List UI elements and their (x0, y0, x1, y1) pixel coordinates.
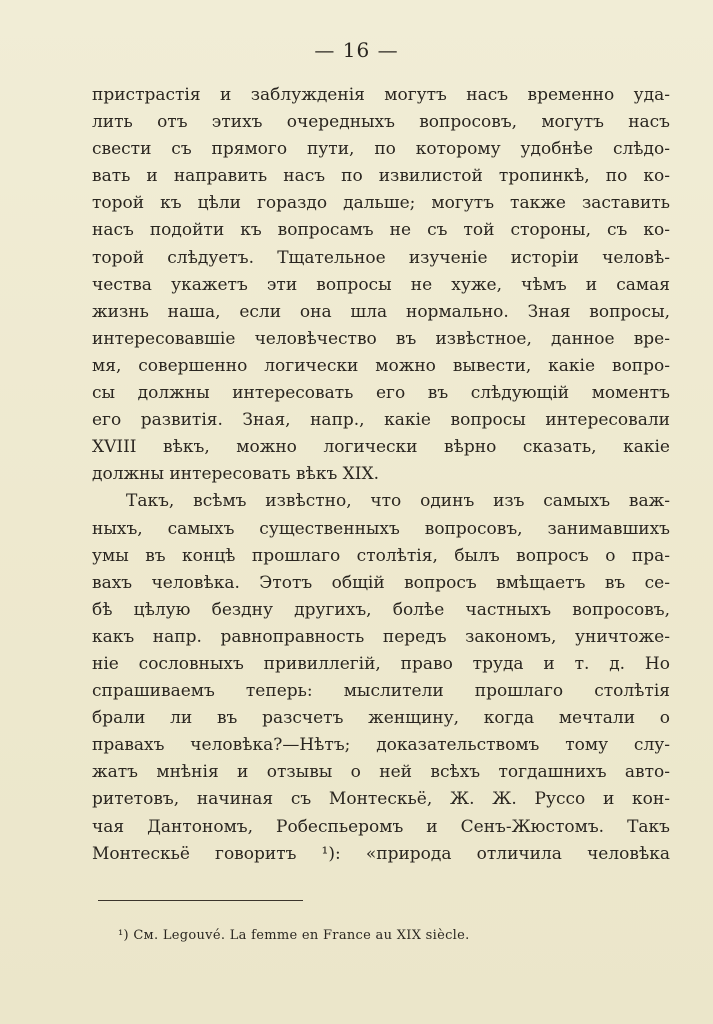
text-line: пристрастія и заблужденія могутъ насъ временно уда- (92, 85, 670, 105)
text-line: правахъ человѣка?—Нѣтъ; доказательствомъ тому слу- (92, 735, 670, 756)
text-line: должны интересовать вѣкъ XIX. (92, 464, 379, 485)
text-line: брали ли въ разсчетъ женщину, когда мечтали о (92, 708, 670, 729)
text-line: жизнь наша, если она шла нормально. Зная вопросы, (92, 301, 670, 322)
page-number: — 16 — (314, 38, 399, 62)
footnote: ¹) См. Legouvé. La femme en France au XIX siècle. (118, 928, 470, 943)
text-line: свести съ прямого пути, по которому удобнѣе слѣдо- (92, 139, 670, 160)
text-line: вахъ человѣка. Этотъ общій вопросъ вмѣщаетъ въ се- (92, 572, 670, 593)
text-line: жатъ мнѣнія и отзывы о ней всѣхъ тогдашнихъ авто- (92, 762, 670, 783)
text-line: лить отъ этихъ очередныхъ вопросовъ, могутъ насъ (92, 112, 670, 133)
paragraph-start-line: Такъ, всѣмъ извѣстно, что одинъ изъ самыхъ важ- (126, 491, 670, 512)
body-text (92, 82, 670, 868)
text-line: XVIII вѣкъ, можно логически вѣрно сказать, какіе (92, 437, 670, 458)
text-line: какъ напр. равноправность передъ закономъ, уничтоже- (92, 626, 670, 647)
text-line: ніе сословныхъ привиллегій, право труда и т. д. Но (92, 653, 670, 674)
text-line: насъ подойти къ вопросамъ не съ той стороны, съ ко- (92, 220, 670, 241)
text-line: умы въ концѣ прошлаго столѣтія, былъ вопросъ о пра- (92, 545, 670, 566)
text-line: чества укажетъ эти вопросы не хуже, чѣмъ и самая (92, 274, 670, 295)
text-line: чая Дантономъ, Робеспьеромъ и Сенъ-Жюстомъ. Такъ (92, 816, 670, 837)
text-line: вать и направить насъ по извилистой тропинкѣ, по ко- (92, 166, 670, 187)
text-line: бѣ цѣлую бездну другихъ, болѣе частныхъ вопросовъ, (92, 599, 670, 620)
text-line: интересовавшіе человѣчество въ извѣстное, данное вре- (92, 328, 670, 349)
text-line: мя, совершенно логически можно вывести, какіе вопро- (92, 355, 670, 376)
text-line: его развитія. Зная, напр., какіе вопросы интересовали (92, 410, 670, 431)
text-line: ныхъ, самыхъ существенныхъ вопросовъ, занимавшихъ (92, 518, 670, 539)
text-line: спрашиваемъ теперь: мыслители прошлаго столѣтія (92, 681, 670, 702)
footnote-divider (98, 900, 303, 901)
text-line: ритетовъ, начиная съ Монтескьё, Ж. Ж. Руссо и кон- (92, 789, 670, 810)
text-line: Монтескьё говоритъ ¹): «природа отличила человѣка (92, 843, 670, 864)
text-line: сы должны интересовать его въ слѣдующій моментъ (92, 383, 670, 404)
text-line: торой къ цѣли гораздо дальше; могутъ также заставить (92, 193, 670, 214)
text-line: торой слѣдуетъ. Тщательное изученіе исторіи человѣ- (92, 247, 670, 268)
